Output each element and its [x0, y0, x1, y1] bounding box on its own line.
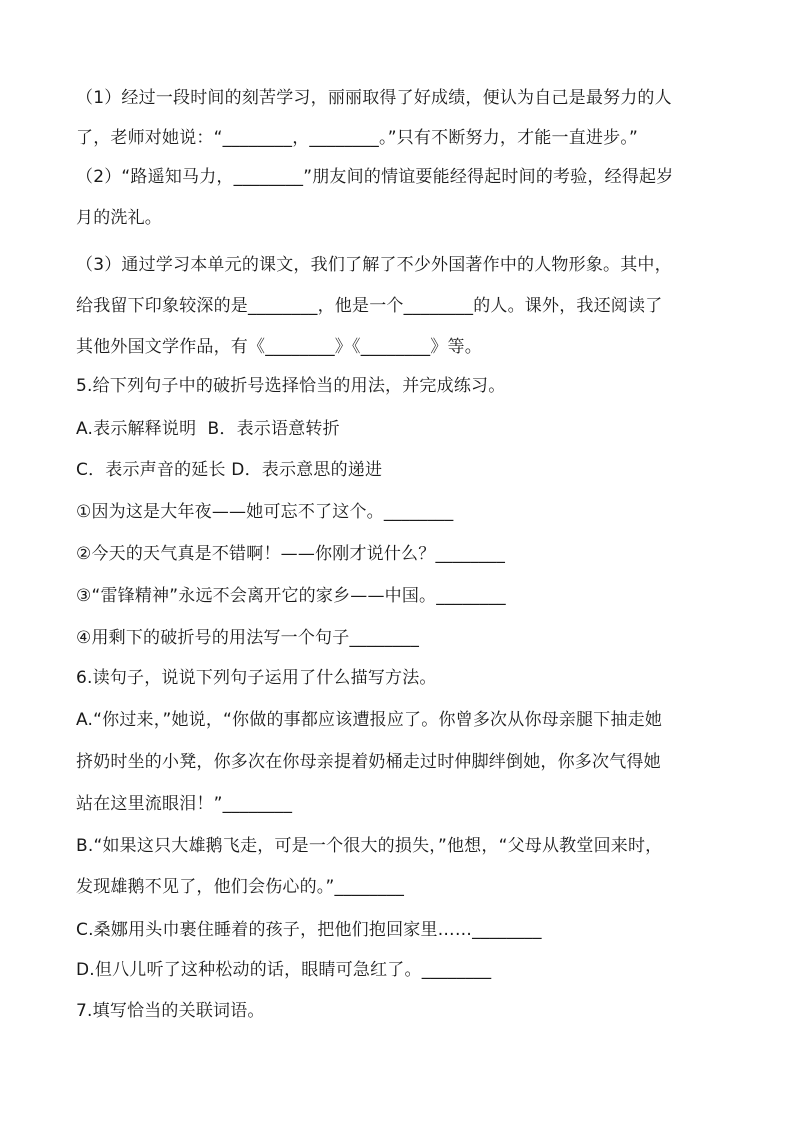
q6-heading: 6.读句子，说说下列句子运用了什么描写方法。	[76, 668, 437, 688]
q6-c: C.桑娜用头巾裹住睡着的孩子，把他们抱回家里……________	[76, 920, 542, 940]
q5-item-2: ②今天的天气真是不错啊！——你刚才说什么？________	[76, 544, 506, 564]
q4-3-line-3: 其他外国文学作品，有《________》《________》等。	[76, 337, 482, 357]
q5-heading: 5.给下列句子中的破折号选择恰当的用法，并完成练习。	[76, 376, 506, 396]
q6-b-line-1: B.“如果这只大雄鹅飞走，可是一个很大的损失，”他想，“父母从教堂回来时，	[76, 836, 663, 856]
q4-2-line-1: （2）“路遥知马力，________”朋友间的情谊要能经得起时间的考验，经得起岁	[76, 167, 674, 187]
q5-item-3: ③“雷锋精神”永远不会离开它的家乡——中国。________	[76, 586, 506, 606]
q4-3-line-1: （3）通过学习本单元的课文，我们了解了不少外国著作中的人物形象。其中，	[76, 255, 672, 275]
q4-1-line-1: （1）经过一段时间的刻苦学习，丽丽取得了好成绩，便认为自己是最努力的人	[76, 88, 672, 108]
q6-b-line-2: 发现雄鹅不见了，他们会伤心的。”________	[76, 877, 405, 897]
q6-a-line-1: A.“你过来，”她说，“你做的事都应该遭报应了。你曾多次从你母亲腿下抽走她	[76, 710, 663, 730]
q4-3-line-2: 给我留下印象较深的是________，他是一个________的人。课外，我还阅读了	[76, 296, 663, 316]
q5-option-cd: C．表示声音的延长 D．表示意思的递进	[76, 460, 383, 480]
q4-1-line-2: 了，老师对她说：“________，________。”只有不断努力，才能一直进步。”	[76, 128, 639, 148]
q6-d: D.但八儿听了这种松动的话，眼睛可急红了。________	[76, 960, 492, 980]
q5-item-4: ④用剩下的破折号的用法写一个句子________	[76, 628, 420, 648]
q6-a-line-3: 站在这里流眼泪！”________	[76, 794, 293, 814]
q4-2-line-2: 月的洗礼。	[76, 208, 162, 228]
q5-item-1: ①因为这是大年夜——她可忘不了这个。________	[76, 502, 454, 522]
q7-heading: 7.填写恰当的关联词语。	[76, 1001, 265, 1021]
q6-a-line-2: 挤奶时坐的小凳，你多次在你母亲提着奶桶走过时伸脚绊倒她，你多次气得她	[76, 752, 661, 772]
q5-option-ab: A.表示解释说明 B．表示语意转折	[76, 419, 340, 439]
